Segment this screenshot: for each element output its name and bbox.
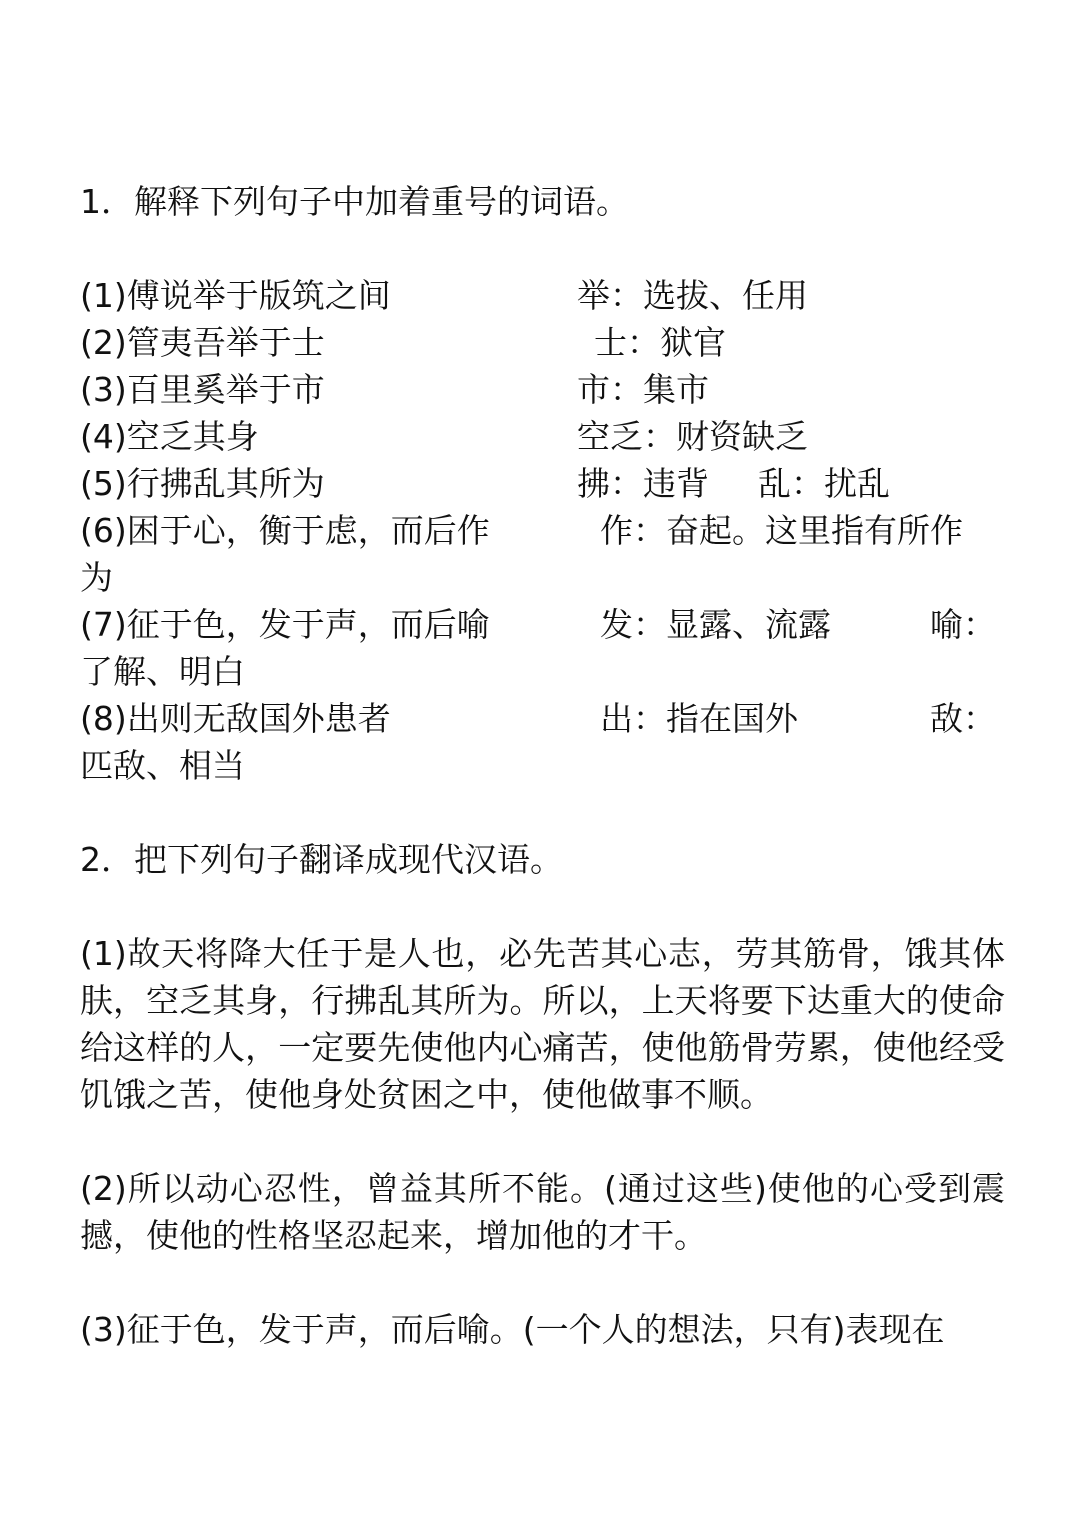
vocab-answer-wrap: 为 [80,558,113,597]
vocab-item-7 [80,601,1005,695]
vocab-item-6 [80,507,1005,601]
vocab-answer: 士：狱官 [594,323,726,362]
vocab-answer-second: 乱：扰乱 [758,464,890,503]
vocab-question: (4)空乏其身 [80,417,259,456]
document-page [80,178,1005,1353]
vocab-answer: 空乏：财资缺乏 [577,417,808,456]
vocabulary-list [80,272,1005,789]
vocab-item-1 [80,272,1005,319]
vocab-answer: 举：选拔、任用 [577,276,808,315]
vocab-item-2 [80,319,1005,366]
vocab-question: (3)百里奚举于市 [80,370,325,409]
vocab-answer: 市：集市 [577,370,709,409]
vocab-answer-wrap: 了解、明白 [80,652,245,691]
vocab-answer: 拂：违背 [577,464,709,503]
vocab-question: (2)管夷吾举于士 [80,323,325,362]
translation-paragraph-3: (3)征于色，发于声，而后喻。(一个人的想法，只有)表现在 [80,1310,945,1349]
vocab-question: (7)征于色，发于声，而后喻 [80,605,490,644]
translation-paragraph-1: (1)故天将降大任于是人也，必先苦其心志，劳其筋骨，饿其体肤，空乏其身，行拂乱其所为。所以，上天将要下达重大的使命给这样的人，一定要先使他内心痛苦，使他筋骨劳累，使他经受饥饿之苦，使他身处贫困之中，使他做事不顺。 [80,934,1005,1114]
vocab-answer: 发：显露、流露 [600,605,831,644]
vocab-question: (1)傅说举于版筑之间 [80,276,391,315]
vocab-item-3 [80,366,1005,413]
vocab-question: (5)行拂乱其所为 [80,464,325,503]
vocab-answer-second: 敌： [930,699,996,738]
vocab-answer-second: 喻： [930,605,996,644]
section1-heading: 1．解释下列句子中加着重号的词语。 [80,182,629,221]
vocab-answer-wrap: 匹敌、相当 [80,746,245,785]
vocab-answer: 作：奋起。这里指有所作 [600,511,963,550]
section2-heading: 2．把下列句子翻译成现代汉语。 [80,840,563,879]
vocab-question: (8)出则无敌国外患者 [80,699,391,738]
vocab-item-8 [80,695,1005,789]
vocab-question: (6)困于心，衡于虑，而后作 [80,511,490,550]
translation-paragraph-2: (2)所以动心忍性，曾益其所不能。(通过这些)使他的心受到震撼，使他的性格坚忍起来，增加他的才干。 [80,1169,1005,1255]
vocab-item-5 [80,460,1005,507]
vocab-answer: 出：指在国外 [600,699,798,738]
vocab-item-4 [80,413,1005,460]
